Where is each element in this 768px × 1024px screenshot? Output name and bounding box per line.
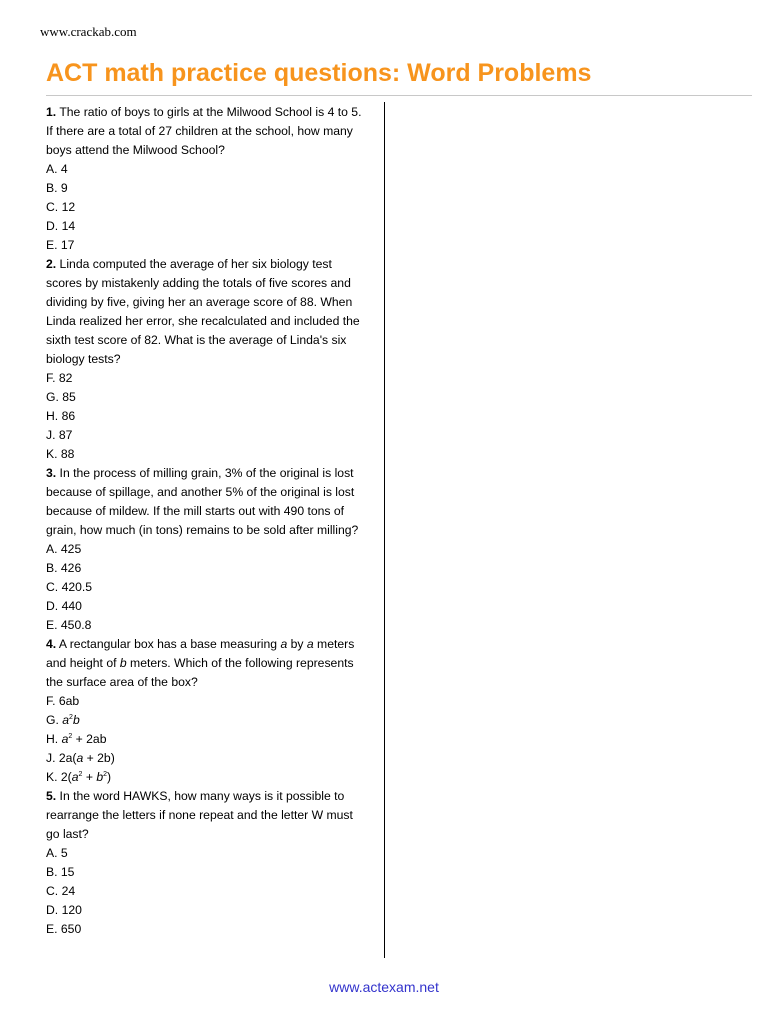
question-stem-line: the surface area of the box?	[46, 675, 198, 689]
answer-choice-e: E. 17	[46, 238, 75, 252]
answer-choice-g: G. 85	[46, 390, 76, 404]
question-5	[46, 787, 380, 939]
question-stem-line: boys attend the Milwood School?	[46, 143, 225, 157]
question-stem-line: If there are a total of 27 children at the school, how many	[46, 124, 353, 138]
answer-choice-b: B. 9	[46, 181, 68, 195]
answer-choice-b: B. 15	[46, 865, 75, 879]
site-header-url: www.crackab.com	[40, 24, 137, 39]
question-stem-line: biology tests?	[46, 352, 121, 366]
question-number: 4.	[46, 637, 57, 651]
question-stem-line: 2. Linda computed the average of her six biology test	[46, 257, 332, 271]
question-stem-line: because of spillage, and another 5% of the original is lost	[46, 485, 355, 499]
question-stem-line: dividing by five, giving her an average score of 88. When	[46, 295, 353, 309]
question-stem-line: go last?	[46, 827, 89, 841]
question-number: 3.	[46, 466, 57, 480]
answer-choice-e: E. 650	[46, 922, 82, 936]
answer-choice-f: F. 82	[46, 371, 73, 385]
answer-choice-j: J. 87	[46, 428, 73, 442]
answer-choice-d: D. 14	[46, 219, 76, 233]
answer-choice-h: H. $a^2 + 2ab$	[46, 732, 107, 746]
answer-choice-c: C. 420.5	[46, 580, 93, 594]
answer-choice-h: H. 86	[46, 409, 76, 423]
question-list	[46, 103, 380, 939]
answer-choice-d: D. 440	[46, 599, 82, 613]
question-number: 5.	[46, 789, 57, 803]
answer-choice-g: G. $a^2b$	[46, 713, 80, 727]
answer-choice-c: C. 12	[46, 200, 76, 214]
column-divider	[384, 102, 385, 958]
question-stem-line: 3. In the process of milling grain, 3% of the original is lost	[46, 466, 354, 480]
question-stem-line: 1. The ratio of boys to girls at the Milwood School is 4 to 5.	[46, 105, 362, 119]
question-stem-line: because of mildew. If the mill starts out with 490 tons of	[46, 504, 345, 518]
question-number: 1.	[46, 105, 57, 119]
answer-choice-a: A. 5	[46, 846, 68, 860]
answer-choice-a: A. 4	[46, 162, 68, 176]
question-stem-line: scores by mistakenly adding the totals of five scores and	[46, 276, 351, 290]
footer-link[interactable]: www.actexam.net	[329, 979, 439, 995]
question-2	[46, 255, 380, 464]
question-stem-line: 4. A rectangular box has a base measuring a by a meters	[46, 637, 355, 651]
answer-choice-k: K. $2(a^2 + b^2)$	[46, 770, 112, 784]
page-title: ACT math practice questions: Word Problems	[46, 59, 592, 87]
question-stem-line: and height of b meters. Which of the following represents	[46, 656, 354, 670]
question-stem-line: 5. In the word HAWKS, how many ways is it possible to	[46, 789, 345, 803]
question-3	[46, 464, 380, 635]
answer-choice-b: B. 426	[46, 561, 82, 575]
answer-choice-d: D. 120	[46, 903, 82, 917]
answer-choice-f: F. 6ab	[46, 694, 80, 708]
question-stem-line: rearrange the letters if none repeat and the letter W must	[46, 808, 353, 822]
question-1	[46, 103, 380, 255]
title-divider	[46, 95, 752, 96]
question-stem-line: grain, how much (in tons) remains to be sold after milling?	[46, 523, 359, 537]
answer-choice-j: J. 2a(a + 2b)	[46, 751, 115, 765]
answer-choice-k: K. 88	[46, 447, 75, 461]
answer-choice-a: A. 425	[46, 542, 82, 556]
answer-choice-e: E. 450.8	[46, 618, 92, 632]
question-number: 2.	[46, 257, 57, 271]
question-stem-line: sixth test score of 82. What is the average of Linda's six	[46, 333, 347, 347]
question-4	[46, 635, 380, 787]
answer-choice-c: C. 24	[46, 884, 76, 898]
question-stem-line: Linda realized her error, she recalculated and included the	[46, 314, 360, 328]
